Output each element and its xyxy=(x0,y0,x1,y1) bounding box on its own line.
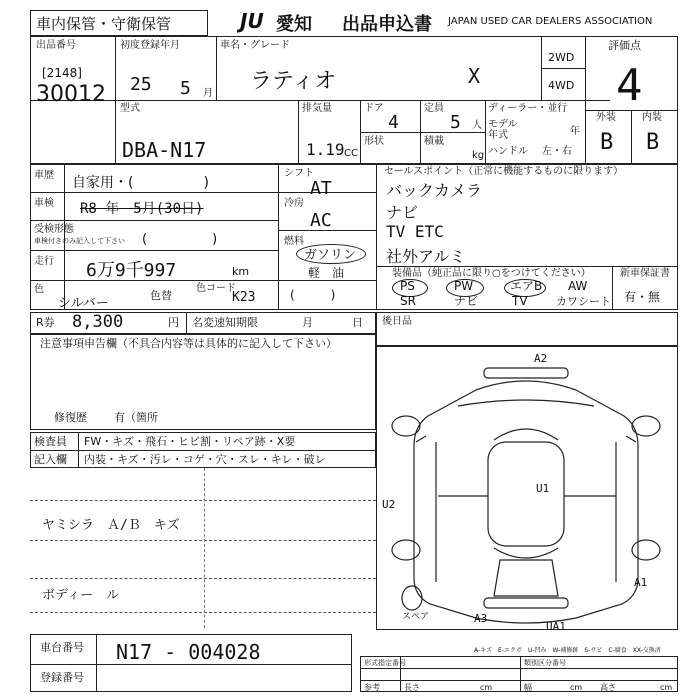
divider xyxy=(78,432,79,468)
after-items-box xyxy=(376,312,678,346)
interior-label: 内装 xyxy=(642,112,662,123)
color-code-label: 色コード xyxy=(196,283,236,294)
mileage-unit: km xyxy=(232,265,250,278)
transfer-note: 車検付きのみ記入して下さい xyxy=(34,237,125,245)
displacement-value: 1.19 xyxy=(306,140,345,159)
remark-line-1: ヤミシラ Ａ/Ｂ キズ xyxy=(42,518,180,533)
history-value: 自家用・( ) xyxy=(72,175,209,191)
remark-line-2: ボディー ル xyxy=(42,588,119,603)
equipment-sr: SR xyxy=(400,294,416,308)
divider xyxy=(298,100,299,164)
height-label: 高さ xyxy=(600,683,616,692)
class-number-label: 類別区分番号 xyxy=(524,659,566,667)
displacement-label: 排気量 xyxy=(302,103,332,114)
equipment-airbag: エアB xyxy=(510,279,543,293)
remarks-column-rule xyxy=(204,468,205,628)
transfer-value: ( ) xyxy=(142,232,218,247)
remarks-rule xyxy=(30,540,376,541)
inspection-label: 車検 xyxy=(34,198,54,209)
shift-value: AT xyxy=(310,178,332,199)
divider xyxy=(30,280,376,281)
exterior-grade: B xyxy=(600,130,614,155)
divider xyxy=(360,132,485,133)
fuel-label: 燃料 xyxy=(284,236,304,247)
handle-label: ハンドル xyxy=(488,146,528,157)
divider xyxy=(115,36,116,164)
mark-ua1: UA1 xyxy=(546,620,566,633)
length-unit: cm xyxy=(480,683,493,692)
capacity-value: 5 xyxy=(450,112,461,133)
interior-marks-row: 内装・キズ・汚レ・コゲ・穴・スレ・キレ・破レ xyxy=(84,453,326,466)
vehicle-name: ラティオ xyxy=(250,69,337,94)
lot-label: 出品番号 xyxy=(36,40,76,51)
dealer-label: ディーラー・並行 xyxy=(488,103,568,114)
equipment-aw: AW xyxy=(568,279,588,293)
divider xyxy=(30,220,278,221)
plate-day: 日 xyxy=(352,316,363,329)
registration-number-label: 登録番号 xyxy=(40,671,84,684)
first-registration-label: 初度登録年月 xyxy=(120,40,180,51)
mark-a2: A2 xyxy=(534,352,548,365)
type-number-label: 形式指定番号 xyxy=(364,659,406,667)
displacement-unit: CC xyxy=(344,148,358,159)
height-unit: cm xyxy=(660,683,673,692)
mark-a3: A3 xyxy=(474,612,488,625)
mark-u2: U2 xyxy=(382,498,396,511)
equipment-pw: PW xyxy=(454,279,474,293)
remarks-rule xyxy=(30,500,376,501)
plate-month: 月 xyxy=(302,316,313,329)
form-title: 出品申込書 xyxy=(342,14,432,35)
divider xyxy=(30,450,376,451)
exterior-marks-row: FW・キズ・飛石・ヒビ割・リペア跡・X要 xyxy=(84,435,296,448)
equipment-label: 装備品（純正品に限り○をつけてください） xyxy=(392,268,591,279)
damage-legend: A-キズ E-エクボ U-凹み W-補修跡 S-サビ C-腐食 XX-交換済 xyxy=(474,647,661,654)
remarks-rule xyxy=(30,612,376,613)
capacity-unit: 人 xyxy=(472,120,482,131)
reference-label: 参考 xyxy=(364,683,380,692)
color-value: シルバー xyxy=(58,296,109,311)
divider xyxy=(186,312,187,334)
equipment-navi: ナビ xyxy=(454,294,479,308)
divider xyxy=(30,100,610,101)
divider xyxy=(30,664,352,665)
history-label: 車歴 xyxy=(34,170,54,181)
divider xyxy=(631,110,632,164)
model-year-label2: 年式 xyxy=(488,130,508,141)
shape-label: 形状 xyxy=(364,136,384,147)
vehicle-grade: X xyxy=(468,64,481,88)
width-unit: cm xyxy=(570,683,583,692)
lot-number: 30012 xyxy=(36,82,106,107)
capacity-label: 定員 xyxy=(424,103,444,114)
divider xyxy=(278,164,279,310)
equipment-ps: PS xyxy=(400,279,415,293)
interior-grade: B xyxy=(646,130,660,155)
divider xyxy=(360,680,678,681)
drive-4wd: 4WD xyxy=(548,79,575,92)
chassis-value: N17 - 004028 xyxy=(116,640,261,664)
shift-label: シフト xyxy=(284,168,314,179)
inspection-value: R8 年 5月(30日) xyxy=(80,201,204,217)
storage-title: 車内保管・守衛保管 xyxy=(36,15,172,33)
exterior-label: 外装 xyxy=(596,112,616,123)
aircon-label: 冷房 xyxy=(284,198,304,209)
mileage-label: 走行 xyxy=(34,256,54,267)
model-label: 型式 xyxy=(120,103,140,114)
ju-logo: JU xyxy=(240,9,264,33)
divider xyxy=(30,250,278,251)
brand-region: 愛知 xyxy=(276,14,312,35)
divider xyxy=(485,100,486,164)
association-name: JAPAN USED CAR DEALERS ASSOCIATION xyxy=(448,16,653,27)
registration-month: 5 xyxy=(180,78,191,99)
after-items-label: 後日品 xyxy=(382,316,412,327)
mark-a1: A1 xyxy=(634,576,648,589)
color-change-label: 色替 xyxy=(150,289,172,302)
remarks-rule xyxy=(30,578,376,579)
equipment-tv: TV xyxy=(512,294,528,308)
mileage-value: 6万9千997 xyxy=(86,260,177,281)
month-unit: 月 xyxy=(203,88,213,99)
handle-values: 左・右 xyxy=(542,146,572,157)
warranty-label: 新車保証書 xyxy=(620,268,670,279)
lot-sub-number: [2148] xyxy=(42,66,82,80)
equipment-seat: カワシート xyxy=(556,295,611,308)
vehicle-name-label: 車名・グレード xyxy=(220,40,290,51)
divider xyxy=(612,266,613,310)
load-unit: kg xyxy=(472,150,485,161)
year-unit: 年 xyxy=(570,126,580,137)
load-label: 積載 xyxy=(424,136,444,147)
divider xyxy=(520,656,521,692)
transfer-label: 受検形態 xyxy=(34,224,74,235)
divider xyxy=(216,36,217,100)
fuel-other: ( ) xyxy=(290,288,336,302)
divider xyxy=(96,634,97,692)
fuel-diesel: 軽 油 xyxy=(308,266,345,280)
notes-label: 注意事項申告欄（不具合内容等は具体的に記入して下さい） xyxy=(40,337,337,350)
repair-history-label: 修復歴 xyxy=(54,411,87,424)
drive-2wd: 2WD xyxy=(548,51,575,64)
record-label: 記入欄 xyxy=(34,453,67,466)
selling-point-4: 社外アルミ xyxy=(386,247,466,266)
model-year-label1: モデル xyxy=(488,119,518,130)
color-code: K23 xyxy=(232,290,256,305)
doors-label: ドア xyxy=(364,103,384,114)
repair-history-value: 有（箇所 xyxy=(114,411,158,424)
recycle-unit: 円 xyxy=(168,316,179,329)
plate-change-label: 名変速知期限 xyxy=(192,316,258,329)
spare-label: スペア xyxy=(402,612,430,622)
selling-points-label: セールスポイント（正常に機能するものに限ります） xyxy=(384,166,624,177)
chassis-label: 車台番号 xyxy=(40,641,84,654)
registration-year: 25 xyxy=(130,74,152,95)
car-diagram xyxy=(376,346,678,630)
recycle-label: R券 xyxy=(36,316,55,329)
divider xyxy=(376,164,377,310)
selling-point-1: バックカメラ xyxy=(386,181,483,200)
color-label: 色 xyxy=(34,284,44,295)
aircon-value: AC xyxy=(310,210,332,231)
mark-u1: U1 xyxy=(536,482,550,495)
rating-score: 4 xyxy=(616,60,643,111)
divider xyxy=(541,68,585,69)
warranty-values: 有・無 xyxy=(624,290,661,304)
width-label: 幅 xyxy=(524,683,532,692)
fuel-gasoline: ガソリン xyxy=(304,248,357,263)
rating-label: 評価点 xyxy=(608,39,641,52)
divider xyxy=(360,668,678,669)
selling-point-3: TV ETC xyxy=(386,222,444,241)
length-label: 長さ xyxy=(404,683,420,692)
inspector-label: 検査員 xyxy=(34,435,67,448)
recycle-value: 8,300 xyxy=(72,312,124,332)
divider xyxy=(585,36,586,164)
selling-point-2: ナビ xyxy=(386,203,419,222)
doors-value: 4 xyxy=(388,112,399,133)
model-code: DBA-N17 xyxy=(122,138,207,162)
